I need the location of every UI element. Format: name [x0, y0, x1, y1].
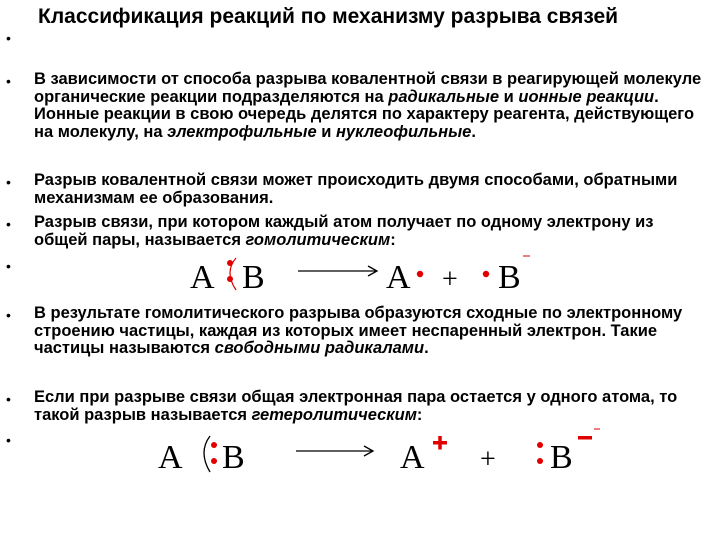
equation-product-a: A [386, 259, 411, 296]
bullet-marker: • [6, 391, 11, 407]
equation-atom-a: A [190, 259, 215, 296]
electron-dot-icon [537, 458, 543, 464]
paragraph-radicals: В результате гомолитического разрыва образуются сходные по электронному строению частицы, каждая из которых имеет неспаренный электрон. Такие частицы называются свободными радикалами. [34, 304, 683, 357]
bullet-marker: • [6, 307, 11, 323]
paragraph-bond-breaking: Разрыв ковалентной связи может происходить двумя способами, обратными механизмам ее образования. [34, 171, 678, 207]
equation-product-a: A [400, 439, 425, 476]
equation-atom-b: B [222, 439, 245, 476]
equation-atom-b: B [242, 259, 265, 296]
equation-product-b: B [550, 439, 573, 476]
equation-plus: + [480, 444, 496, 475]
slide-title: Классификация реакций по механизму разрыва связей [38, 5, 619, 28]
positive-charge-icon [433, 436, 447, 450]
bond-cleavage-curve-icon [204, 436, 210, 472]
equation-plus: + [442, 264, 458, 295]
bullet-marker: • [6, 73, 11, 89]
radical-electron-icon [483, 271, 489, 277]
paragraph-homolytic: Разрыв связи, при котором каждый атом получает по одному электрону из общей пары, называется гомолитическим: [34, 213, 654, 249]
bullet-marker: • [6, 174, 11, 190]
negative-charge-icon [578, 436, 592, 440]
equation-product-b: B [498, 259, 521, 296]
paragraph-heterolytic: Если при разрыве связи общая электронная пара остается у одного атома, то такой разрыв называется гетеролитическим: [34, 388, 678, 424]
homolytic-equation [150, 248, 570, 298]
heterolytic-equation [158, 424, 618, 480]
paragraph-classification: В зависимости от способа разрыва ковалентной связи в реагирующей молекуле органические реакции подразделяются на радикальные и ионные реакции. Ионные реакции в свою очередь делятся по характеру реагента, действующего на молекулу, на электрофильные и нуклеофильные. [34, 70, 702, 141]
bullet-marker: • [6, 30, 11, 46]
radical-electron-icon [417, 271, 423, 277]
bullet-marker: • [6, 432, 11, 448]
equation-atom-a: A [158, 439, 183, 476]
electron-dot-icon [211, 458, 217, 464]
electron-dot-icon [211, 442, 217, 448]
bullet-marker: • [6, 258, 11, 274]
bullet-marker: • [6, 216, 11, 232]
electron-dot-icon [537, 442, 543, 448]
